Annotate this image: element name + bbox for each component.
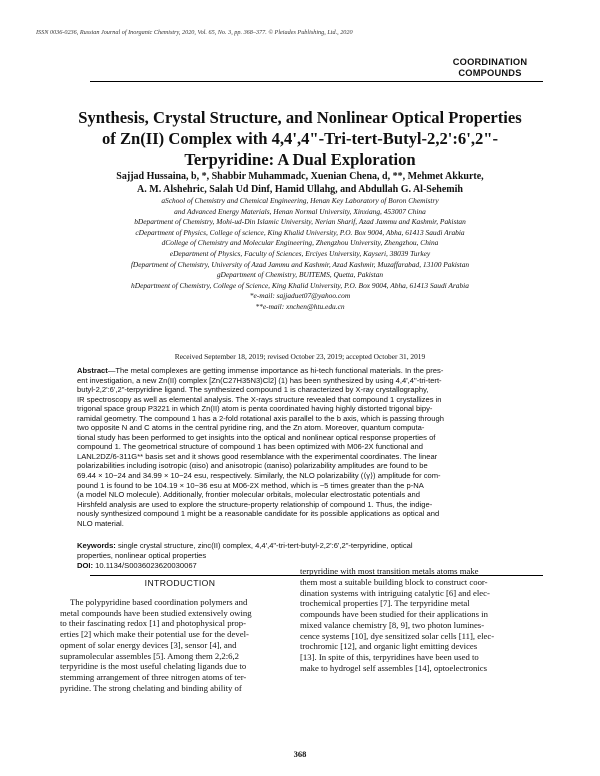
affiliation-h: hDepartment of Chemistry, College of Science, King Khalid University, P.O. Box 9004, Abha, 61413 Saudi Arabia [131,280,469,290]
body-line: stemming arrangement of three nitrogen atoms of ter- [60,672,247,682]
abstract-line: IR spectroscopy as well as elemental analysis. The X-rays structure revealed that compound 1 crystallizes in [77,394,442,404]
abstract-line: 69.44 × 10−24 and 34.99 × 10−24 esu, respectively. Similarly, the NLO polarizability (⟨γ⟩) amplitude for com- [77,471,441,481]
affiliation-f: fDepartment of Chemistry, University of Azad Jammu and Kashmir, Azad Kashmir, Muzaffarabad, 13100 Pakistan [130,259,470,269]
affiliation-g: gDepartment of Chemistry, BUITEMS, Quetta, Pakistan [216,270,384,280]
abstract [77,366,523,528]
body-line: The polypyridine based coordination polymers and [70,596,248,607]
keywords-line-1: single crystal structure, zinc(II) complex, 4,4',4"-tri-tert-butyl-2,2':6',2"-terpyridine, optical [115,541,413,550]
keywords-line-2: properties, nonlinear optical properties [77,550,207,560]
body-line: opment of solar energy devices [3], sensor [4], and [60,639,237,650]
right-column [300,566,540,674]
abstract-line: compound 1. The geometrical structure of compound 1 has been optimized with M06-2X functional and [77,442,423,452]
affiliation-a2: and Advanced Energy Materials, Henan Normal University, Xinxiang, 453007 China [174,206,426,216]
abstract-line: butyl-2,2':6',2"-terpyridine ligand. The synthesized compound 1 is characterized by X-ray crystallography, [77,385,429,395]
body-line: trochemical properties [7]. The terpyridine metal [300,598,470,609]
email-2: **e-mail: xnchen@htu.edu.cn [255,301,345,311]
author-list [60,170,540,196]
body-line: compounds have been studied for their applications in [300,609,488,619]
body-line: cence systems [10], dye sensitized solar cells [11], elec- [300,630,495,641]
left-column [60,578,300,694]
body-line: supramolecular assembles [5]. Among them 2,2:6,2 [60,650,240,661]
authors-line-1: Sajjad Hussaina, b, *, Shabbir Muhammadc, Xuenian Chena, d, **, Mehmet Akkurte, [116,171,484,182]
body-line: erties [2] which make their potential use for the devel- [60,629,249,639]
body-line: trochromic [12], and organic light emitting devices [300,641,478,652]
body-line: to their fascinating redox [1] and photophysical prop- [60,618,247,629]
affiliation-b: bDepartment of Chemistry, Mohi-ud-Din Islamic University, Nerian Sharif, Azad Jammu and Kashmir, Pakistan [134,217,466,227]
affiliation-c: cDepartment of Physics, College of science, King Khalid University, P.O. Box 9004, Abha, 61413 Saudi Arabia [135,227,465,237]
abstract-line: tional study has been performed to get insights into the optical and nonlinear optical response properties of [77,432,436,442]
affiliation-d: dCollege of Chemistry and Molecular Engineering, Zhengzhou University, Zhengzhou, China [161,238,439,248]
body-line: metal compounds have been studied extensively owing [60,607,252,618]
abstract-line: ramidal geometry. The compound 1 has a 2-fold rotational axis parallel to the b axis, which is passing through [77,413,444,423]
page-number: 368 [293,749,307,759]
abstract-line: NLO material. [77,518,124,528]
body-line: mixed valance chemistry [8, 9], two photon lumines- [300,619,485,630]
top-rule [90,81,543,82]
title-line-2: of Zn(II) Complex with 4,4',4"-Tri-tert-Butyl-2,2':6',2"- [101,129,499,148]
title-line-3: Terpyridine: A Dual Exploration [184,150,416,169]
abstract-line: (a model NLO molecule). Additionally, frontier molecular orbitals, molecular electrostatic potentials and [77,490,421,500]
abstract-line: —The metal complexes are getting immense importance as hi-tech functional materials. In the pres- [107,366,444,375]
abstract-line: LANL2DZ/6-311G** basis set and it shows good resemblance with the experimental coordinates. The linear [77,451,438,461]
doi-link[interactable]: 10.1134/S0036023620030067 [93,561,197,570]
email-1: *e-mail: sajjaduet07@yahoo.com [249,291,351,301]
body-line: them most a suitable building block to construct coor- [300,576,488,587]
doi-label: DOI: [77,561,94,570]
abstract-line: Hirshfeld analysis are used to explore the structure-property relationship of compound 1. Thus, the indige- [77,499,433,509]
received-dates: Received September 18, 2019; revised October 23, 2019; accepted October 31, 2019 [174,352,426,361]
body-line: pyridine. The strong chelating and binding ability of [60,682,242,693]
introduction-heading: INTRODUCTION [144,578,216,588]
keywords-label: Keywords: [77,541,116,550]
abstract-label: Abstract [77,366,108,375]
body-line: terpyridine with most transition metals atoms make [300,566,479,576]
abstract-line: pound 1 is found to be 104.19 × 10−36 esu at M06-2X method, which is ~5 times greater than the p-NA [77,480,424,490]
body-line: terpyridine is the most useful chelating ligands due to [60,661,247,672]
keywords [77,541,523,560]
abstract-line: trigonal space group P3221 in which Zn(II) atom is penta coordinated having highly distorted trigonal bipy- [77,404,433,414]
affiliation-e: eDepartment of Physics, Faculty of Sciences, Erciyes University, Kayseri, 38039 Turkey [169,248,431,258]
abstract-line: polarizabilities including isotropic (αiso) and anisotropic (αaniso) polarizability amplitudes are found to be [77,461,428,471]
authors-line-2: A. M. Alshehric, Salah Ud Dinf, Hamid Ullahg, and Abdullah G. Al-Sehemih [137,184,463,196]
abstract-line: two opposite N and C atoms in the central pyridine ring, and the Zn atom. Moreover, quantum computa- [77,423,425,433]
abstract-line: ent investigation, a new Zn(II) complex [Zn(C27H35N3)Cl2] (1) has been synthesized by using 4,4',4"-tri-tert- [77,375,442,385]
journal-header: ISSN 0036-0236, Russian Journal of Inorganic Chemistry, 2020, Vol. 65, No. 3, pp. 368–377. © Pleiades Publishing, Ltd., 2020 [36,29,353,36]
article-title [60,107,540,170]
title-line-1: Synthesis, Crystal Structure, and Nonlinear Optical Properties [78,108,522,127]
section-tag-line1: COORDINATION [452,57,528,67]
affiliation-a1: aSchool of Chemistry and Chemical Engineering, Henan Key Laboratory of Boron Chemistry [161,196,439,205]
body-line: [13]. In spite of this, terpyridines have been used to [300,652,479,662]
abstract-line: nously synthesized compound 1 might be a reasonable candidate for its possible applications as optical and [77,509,440,519]
body-line: make to hydrogel self assembles [14], optoelectronics [300,662,487,673]
affiliations [20,196,580,313]
body-line: dination systems with intriguing catalytic [6] and elec- [300,587,490,598]
section-tag [430,57,550,79]
section-tag-line2: COMPOUNDS [458,68,522,78]
doi [77,561,197,570]
